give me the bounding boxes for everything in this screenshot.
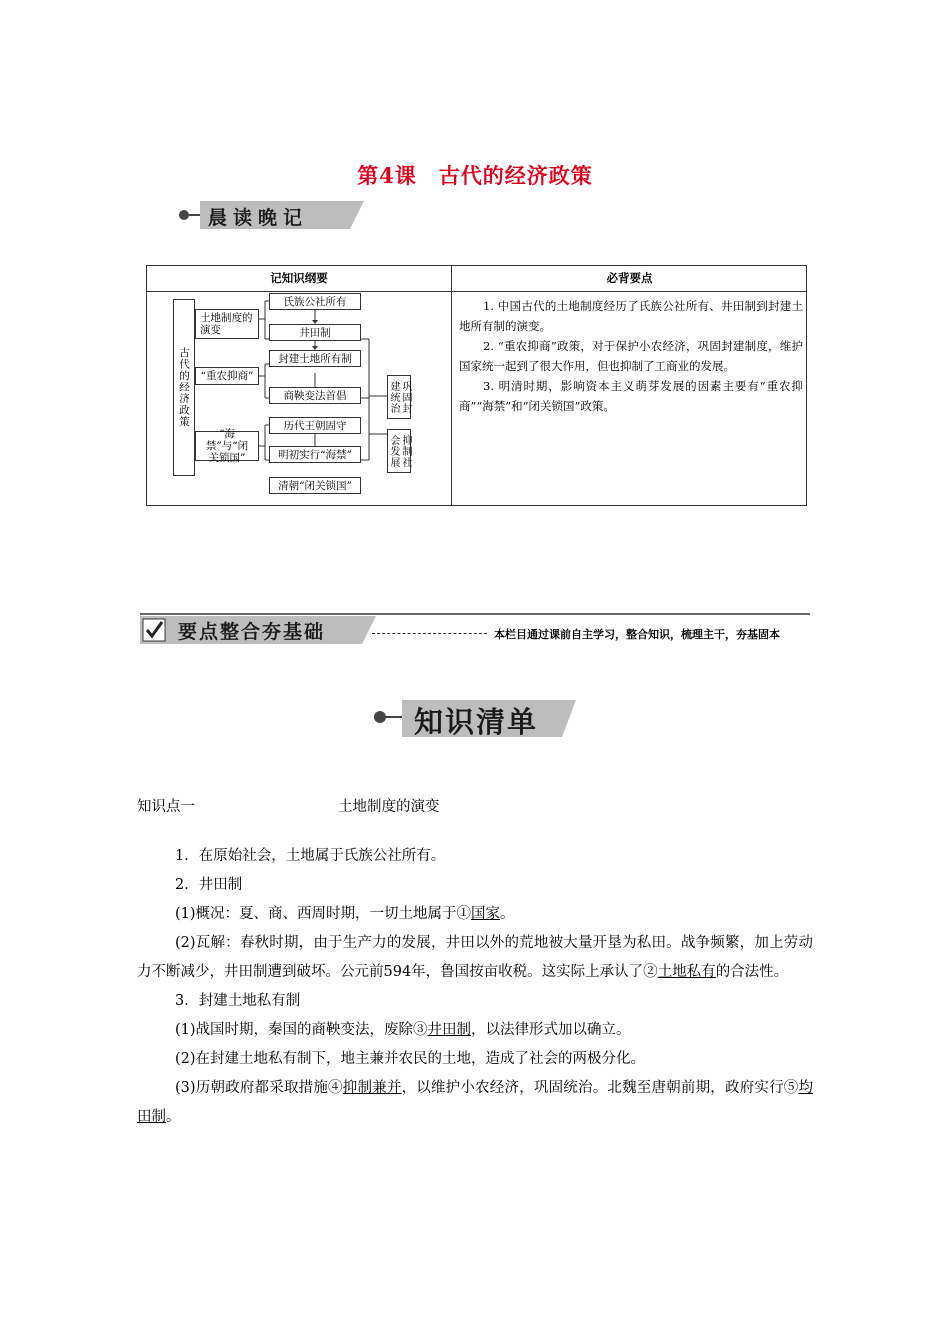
- summary-table: [146, 265, 807, 506]
- paragraph: (2)在封建土地私有制下，地主兼并农民的土地，造成了社会的两极分化。: [175, 1051, 646, 1067]
- keypoints-header: 必背要点: [606, 271, 653, 285]
- item-feudal-land: 封建土地所有制: [269, 350, 361, 367]
- body-text: [137, 842, 813, 1132]
- paragraph: [137, 1016, 813, 1045]
- paragraph: [137, 900, 813, 929]
- key-point-1: 1. 中国古代的土地制度经历了氏族公社所有、井田制到封建土地所有制的演变。: [459, 299, 803, 333]
- answer-blank-3: 井田制: [427, 1022, 472, 1038]
- section-title-wrap: [178, 617, 325, 644]
- knowledge-point-title: 土地制度的演变: [338, 799, 440, 815]
- item-shang-yang-box: 商鞅变法首倡: [269, 387, 361, 404]
- section-title: 要点整合夯基础: [178, 621, 326, 643]
- text: 的合法性。: [715, 964, 789, 980]
- answer-blank-1: 国家: [471, 906, 501, 922]
- text: (1)概况：夏、商、西周时期，一切土地属于①: [175, 906, 472, 922]
- group-sea-ban: “海禁”与“闭关锁国”: [195, 431, 259, 461]
- item-ming-sea-ban: 明初实行“海禁”: [269, 446, 361, 463]
- effect-consolidate-rule: 巩固封建统治: [387, 375, 411, 419]
- section-note: 本栏目通过课前自主学习，整合知识，梳理主干，夯基固本: [494, 628, 780, 641]
- key-points: [459, 296, 803, 416]
- text: (3)历朝政府都采取措施④: [175, 1080, 343, 1096]
- item-clan-ownership: 氏族公社所有: [269, 293, 361, 310]
- morning-reading-banner: [178, 198, 368, 232]
- text: 。: [166, 1109, 181, 1125]
- knowledge-list-banner: [374, 697, 578, 741]
- group-agriculture: “重农抑商”: [195, 367, 259, 385]
- outline-header: 记知识纲要: [270, 271, 328, 285]
- answer-blank-5: 均田制: [137, 1080, 814, 1125]
- banner-text: 知识清单: [414, 705, 539, 739]
- knowledge-outline-diagram: [147, 291, 451, 506]
- paragraph: 3．封建土地私有制: [175, 993, 301, 1009]
- banner-text: 晨读晚记: [208, 207, 309, 229]
- paragraph: [137, 929, 813, 987]
- root-node: 古代的经济政策: [173, 299, 195, 476]
- effect-suppress-development: 抑制社会发展: [387, 429, 411, 473]
- text: (1)战国时期，秦国的商鞅变法，废除③: [175, 1022, 428, 1038]
- lesson-title: 第4课 古代的经济政策: [357, 163, 593, 188]
- key-point-3: 3. 明清时期，影响资本主义萌芽发展的因素主要有“重农抑商”“海禁”和“闭关锁国”政策。: [459, 379, 803, 413]
- item-well-field: 井田制: [269, 324, 361, 341]
- group-land-system: 土地制度的演变: [195, 309, 259, 339]
- answer-blank-4: 抑制兼并: [342, 1080, 402, 1096]
- paragraph: [137, 1074, 813, 1132]
- answer-blank-2: 土地私有: [657, 964, 716, 980]
- section-dash-line: [372, 633, 487, 634]
- item-dynasties-keep: 历代王朝固守: [269, 417, 361, 434]
- paragraph: 1．在原始社会，土地属于氏族公社所有。: [175, 848, 446, 864]
- text: ，以法律形式加以确立。: [471, 1022, 631, 1038]
- paragraph: 2．井田制: [175, 877, 243, 893]
- text: (2)瓦解：春秋时期，由于生产力的发展，井田以外的荒地被大量开垦为私田。战争频繁，加上劳动力不断减少，井田制遭到破坏。公元前594年，鲁国按亩收税。这实际上承认了②: [137, 935, 813, 980]
- text: 。: [500, 906, 515, 922]
- item-qing-closed: 清朝“闭关锁国”: [269, 477, 361, 494]
- key-point-2: 2. “重农抑商”政策，对于保护小农经济，巩固封建制度，维护国家统一起到了很大作用，但也抑制了工商业的发展。: [459, 339, 803, 373]
- text: ，以维护小农经济，巩固统治。北魏至唐朝前期，政府实行⑤: [401, 1080, 799, 1096]
- column-divider: [451, 266, 452, 505]
- knowledge-point-label: 知识点一: [137, 799, 195, 815]
